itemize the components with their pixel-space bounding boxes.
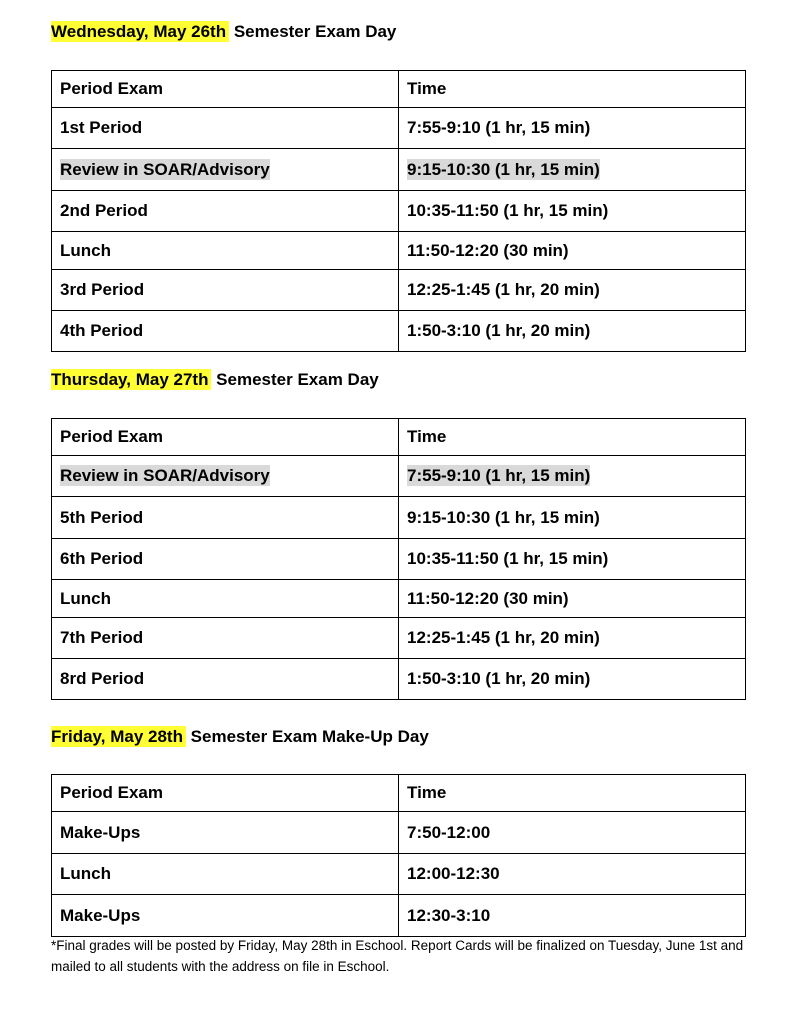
table-row — [52, 270, 746, 311]
period-cell: 7th Period — [52, 618, 399, 659]
period-cell: Lunch — [52, 580, 399, 618]
shaded-text: Review in SOAR/Advisory — [60, 159, 270, 179]
period-column-header: Period Exam — [52, 71, 399, 108]
time-cell: 7:50-12:00 — [399, 812, 746, 854]
table-row — [52, 895, 746, 937]
day-date-highlight: Wednesday, May 26th — [51, 21, 229, 42]
time-cell — [399, 456, 746, 497]
table-row — [52, 191, 746, 232]
day-heading — [51, 21, 396, 43]
day-title-rest: Semester Exam Day — [211, 370, 379, 389]
time-cell: 9:15-10:30 (1 hr, 15 min) — [399, 497, 746, 539]
time-cell: 12:25-1:45 (1 hr, 20 min) — [399, 270, 746, 311]
time-cell: 11:50-12:20 (30 min) — [399, 232, 746, 270]
table-row — [52, 456, 746, 497]
table-header-row — [52, 419, 746, 456]
table-row — [52, 311, 746, 352]
period-cell: 6th Period — [52, 539, 399, 580]
table-row — [52, 580, 746, 618]
time-cell: 7:55-9:10 (1 hr, 15 min) — [399, 108, 746, 149]
period-column-header: Period Exam — [52, 775, 399, 812]
time-cell: 10:35-11:50 (1 hr, 15 min) — [399, 191, 746, 232]
period-cell: 5th Period — [52, 497, 399, 539]
table-row — [52, 854, 746, 895]
table-row — [52, 149, 746, 191]
time-cell: 10:35-11:50 (1 hr, 15 min) — [399, 539, 746, 580]
exam-schedule-table — [51, 774, 746, 937]
period-cell: 1st Period — [52, 108, 399, 149]
table-row — [52, 108, 746, 149]
period-cell: Lunch — [52, 854, 399, 895]
exam-schedule-table — [51, 70, 746, 352]
time-cell: 1:50-3:10 (1 hr, 20 min) — [399, 659, 746, 700]
period-column-header: Period Exam — [52, 419, 399, 456]
day-heading — [51, 726, 429, 748]
exam-schedule-table — [51, 418, 746, 700]
time-cell — [399, 149, 746, 191]
period-cell — [52, 149, 399, 191]
shaded-text: Review in SOAR/Advisory — [60, 466, 270, 485]
day-date-highlight: Thursday, May 27th — [51, 369, 211, 390]
day-heading — [51, 369, 379, 391]
time-cell: 12:30-3:10 — [399, 895, 746, 937]
table-row — [52, 539, 746, 580]
table-row — [52, 659, 746, 700]
period-cell: Lunch — [52, 232, 399, 270]
shaded-text: 7:55-9:10 (1 hr, 15 min) — [407, 466, 591, 485]
period-cell: 2nd Period — [52, 191, 399, 232]
time-cell: 12:25-1:45 (1 hr, 20 min) — [399, 618, 746, 659]
day-title-rest: Semester Exam Day — [229, 22, 397, 41]
time-column-header: Time — [399, 775, 746, 812]
time-cell: 11:50-12:20 (30 min) — [399, 580, 746, 618]
table-row — [52, 497, 746, 539]
period-cell: 4th Period — [52, 311, 399, 352]
day-title-rest: Semester Exam Make-Up Day — [185, 727, 429, 746]
time-cell: 12:00-12:30 — [399, 854, 746, 895]
time-column-header: Time — [399, 419, 746, 456]
table-header-row — [52, 775, 746, 812]
period-cell — [52, 456, 399, 497]
shaded-text: 9:15-10:30 (1 hr, 15 min) — [407, 159, 600, 179]
time-cell: 1:50-3:10 (1 hr, 20 min) — [399, 311, 746, 352]
period-cell: 8rd Period — [52, 659, 399, 700]
table-row — [52, 812, 746, 854]
period-cell: Make-Ups — [52, 812, 399, 854]
time-column-header: Time — [399, 71, 746, 108]
period-cell: Make-Ups — [52, 895, 399, 937]
footnote: *Final grades will be posted by Friday, May 28th in Eschool. Report Cards will be finalized on Tuesday, June 1st and mailed to all students with the address on file in Eschool. — [51, 938, 744, 974]
table-row — [52, 618, 746, 659]
period-cell: 3rd Period — [52, 270, 399, 311]
table-header-row — [52, 71, 746, 108]
day-date-highlight: Friday, May 28th — [51, 726, 186, 747]
table-row — [52, 232, 746, 270]
